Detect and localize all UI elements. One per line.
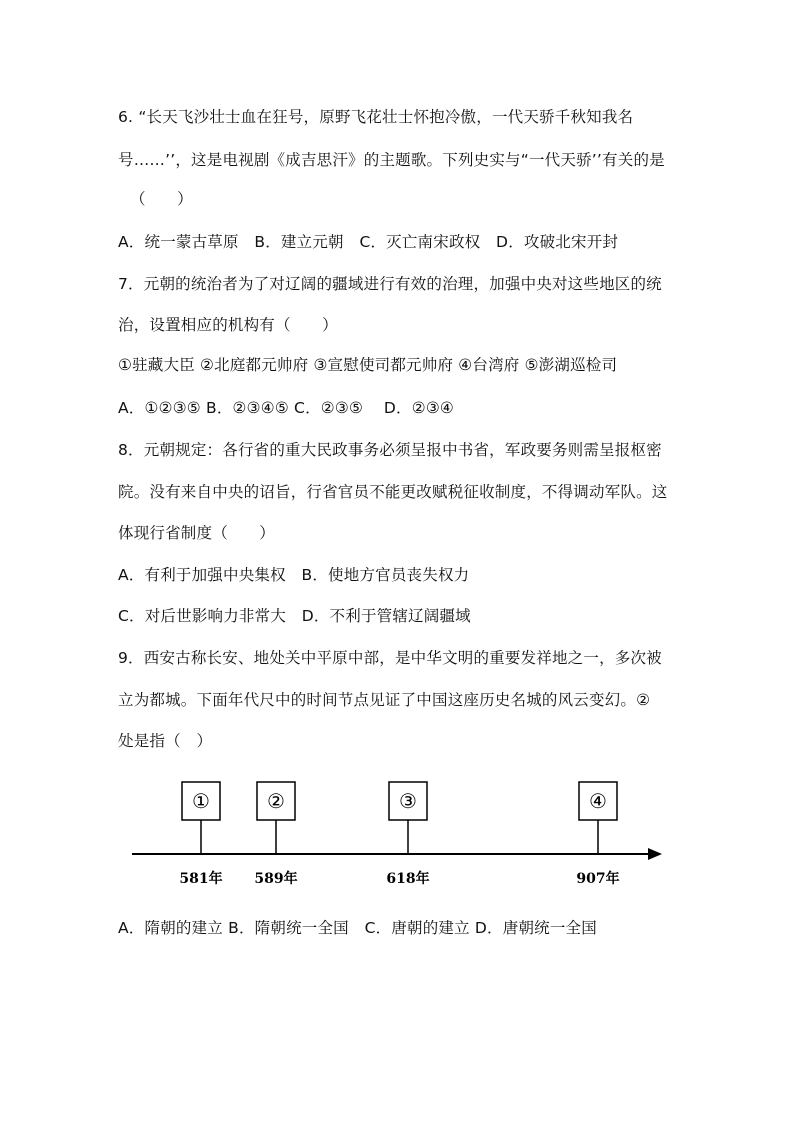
q8-stem-line1: 8．元朝规定：各行省的重大民政事务必须呈报中书省，军政要务则需呈报枢密 xyxy=(118,441,662,459)
timeline-marker-4: ④ xyxy=(589,789,607,813)
timeline-year-3: 618年 xyxy=(386,871,430,887)
timeline-year-1: 581年 xyxy=(179,871,223,887)
q8-stem-line3: 体现行省制度（ ） xyxy=(118,524,276,542)
q8-stem-line2: 院。没有来自中央的诏旨，行省官员不能更改赋税征收制度，不得调动军队。这 xyxy=(118,483,668,501)
timeline-marker-2: ② xyxy=(267,789,285,813)
q6-options: A．统一蒙古草原 B．建立元朝 C．灭亡南宋政权 D．攻破北宋开封 xyxy=(118,233,619,251)
q6-stem-line2: 号……’’，这是电视剧《成吉思汗》的主题歌。下列史实与“一代天骄’’有关的是 xyxy=(118,151,665,169)
timeline-marker-1: ① xyxy=(192,789,210,813)
timeline-marker-3: ③ xyxy=(399,789,417,813)
timeline-arrowhead xyxy=(648,848,662,860)
q7-stem-line2: 治，设置相应的机构有（ ） xyxy=(118,316,338,334)
q6-answer-blank: （ ） xyxy=(130,190,193,208)
q9-stem-line3: 处是指（ ） xyxy=(118,732,213,750)
q7-items: ①驻藏大臣 ②北庭都元帅府 ③宣慰使司都元帅府 ④台湾府 ⑤澎湖巡检司 xyxy=(118,356,618,374)
q6-stem-line1: 6. “长天飞沙壮士血在狂号，原野飞花壮士怀抱冷傲，一代天骄千秋知我名 xyxy=(118,108,634,126)
q9-stem-line2: 立为都城。下面年代尺中的时间节点见证了中国这座历史名城的风云变幻。② xyxy=(118,691,651,709)
q8-options-row1: A．有利于加强中央集权 B．使地方官员丧失权力 xyxy=(118,566,470,584)
timeline-year-4: 907年 xyxy=(576,871,620,887)
q7-options: A．①②③⑤ B．②③④⑤ C．②③⑤ D．②③④ xyxy=(118,399,455,417)
q9-timeline xyxy=(120,770,680,900)
q7-stem-line1: 7．元朝的统治者为了对辽阔的疆域进行有效的治理，加强中央对这些地区的统 xyxy=(118,275,662,293)
q8-options-row2: C．对后世影响力非常大 D．不利于管辖辽阔疆域 xyxy=(118,607,471,625)
timeline-year-2: 589年 xyxy=(254,871,298,887)
q9-stem-line1: 9．西安古称长安、地处关中平原中部，是中华文明的重要发祥地之一，多次被 xyxy=(118,649,662,667)
q9-options: A．隋朝的建立 B．隋朝统一全国 C．唐朝的建立 D．唐朝统一全国 xyxy=(118,919,597,937)
